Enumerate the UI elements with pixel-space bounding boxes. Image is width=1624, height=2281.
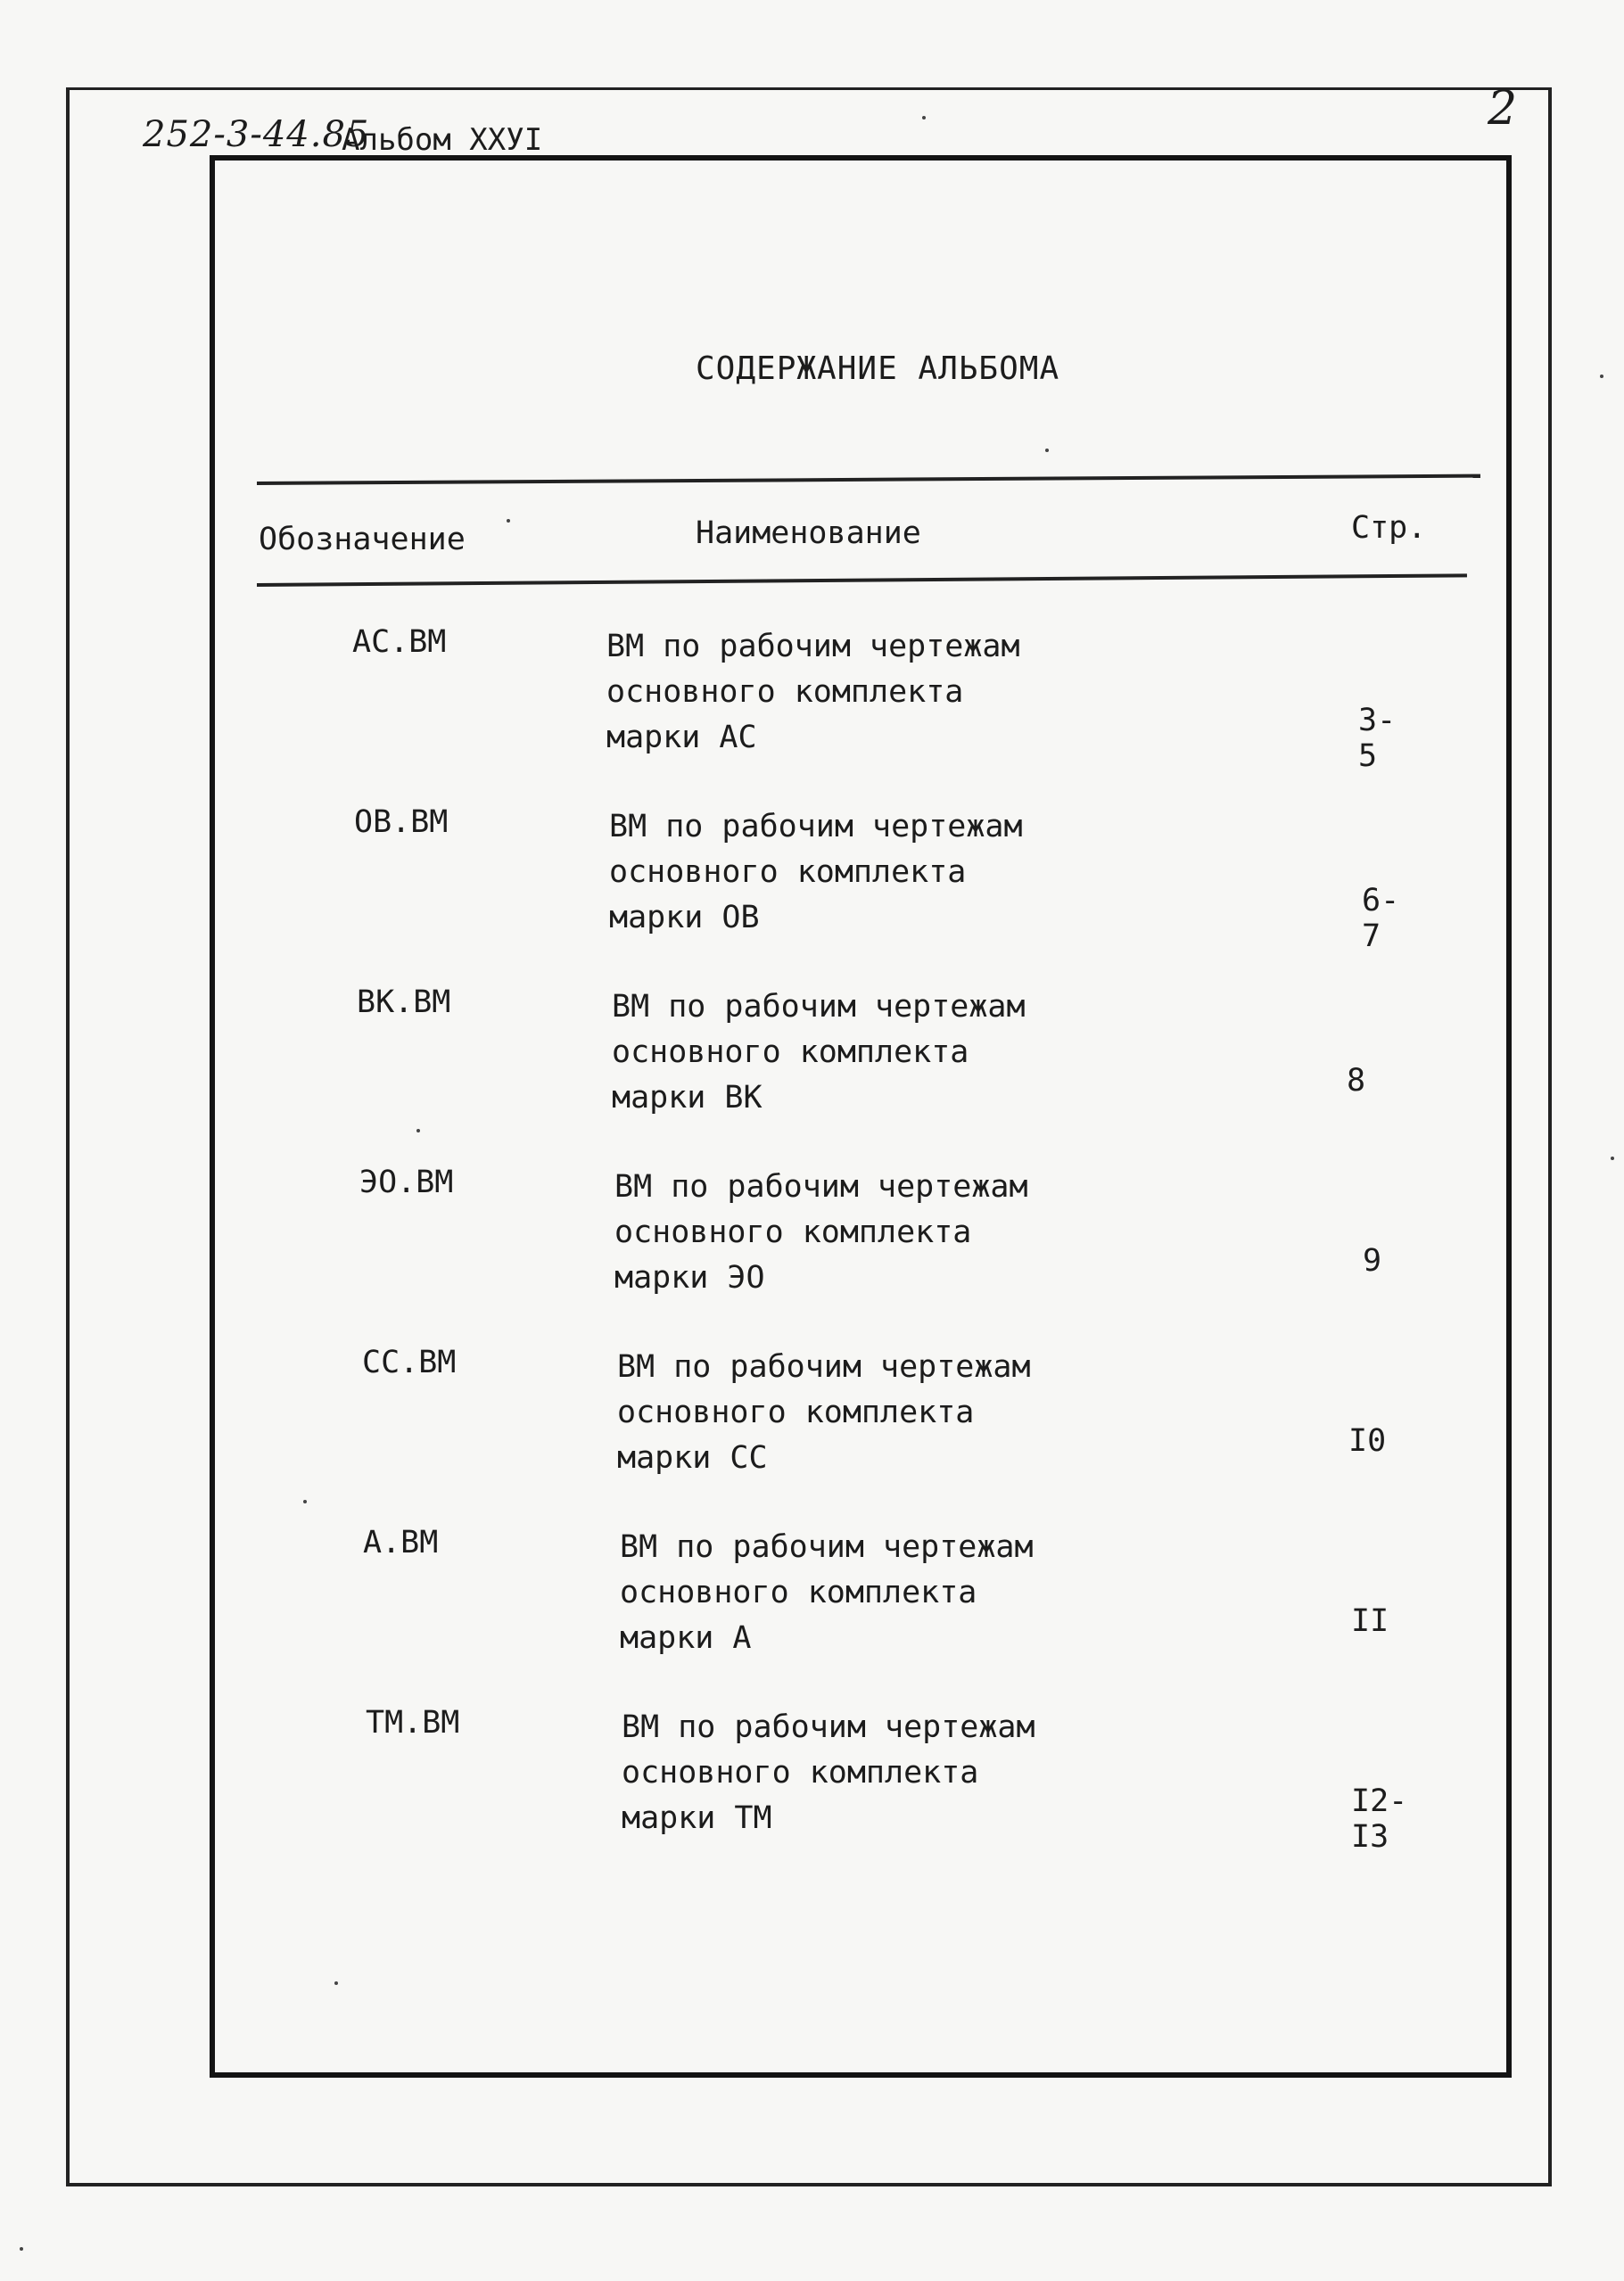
table-row [0, 984, 1366, 1136]
row-description [612, 984, 1026, 1121]
row-description-line: марки ОВ [609, 900, 760, 935]
row-code: ОВ.ВМ [354, 804, 449, 840]
row-description-line: марки А [620, 1620, 752, 1656]
row-page: 3-5 [1358, 703, 1397, 774]
scan-speck [20, 2247, 23, 2251]
row-description-line: основного комплекта [617, 1395, 975, 1430]
document-code: 252-3-44.85 [143, 114, 370, 155]
row-page: II [1351, 1603, 1389, 1639]
row-description [617, 1345, 1031, 1481]
row-code: АС.ВМ [352, 624, 447, 660]
row-description-line: ВМ по рабочим чертежам [606, 629, 1020, 664]
row-description-line: основного комплекта [606, 674, 964, 710]
row-description-line: марки ВК [612, 1080, 763, 1116]
row-description-line: марки СС [617, 1440, 768, 1476]
row-description-line: ВМ по рабочим чертежам [622, 1709, 1035, 1745]
row-page: 6-7 [1362, 883, 1400, 954]
column-header-name: Наименование [696, 515, 921, 551]
row-page: I2-I3 [1351, 1783, 1408, 1855]
row-description-line: ВМ по рабочим чертежам [609, 809, 1023, 844]
table-row [0, 1705, 1408, 1857]
scan-speck [1611, 1157, 1614, 1160]
row-description-line: основного комплекта [609, 854, 967, 890]
scan-speck [1600, 375, 1603, 378]
scan-speck [334, 1981, 338, 1985]
row-description [622, 1705, 1035, 1841]
row-description [614, 1165, 1028, 1301]
row-description-line: ВМ по рабочим чертежам [612, 989, 1026, 1025]
scan-speck [922, 116, 926, 119]
row-description-line: ВМ по рабочим чертежам [620, 1529, 1034, 1565]
row-code: ЭО.ВМ [359, 1165, 454, 1200]
row-description [609, 804, 1023, 941]
row-code: А.ВМ [363, 1525, 439, 1560]
row-code: ВК.ВМ [357, 984, 451, 1020]
scan-speck [303, 1500, 307, 1503]
table-row [0, 1525, 1389, 1676]
row-description [620, 1525, 1034, 1661]
scan-speck [416, 1129, 420, 1132]
column-header-page: Стр. [1351, 510, 1427, 546]
row-description-line: основного комплекта [614, 1215, 972, 1250]
table-row [0, 1345, 1387, 1496]
row-description-line: марки ТМ [622, 1800, 772, 1836]
table-row [0, 804, 1400, 956]
row-page: 8 [1347, 1063, 1366, 1099]
contents-title: СОДЕРЖАНИЕ АЛЬБОМА [696, 350, 1060, 387]
table-row [0, 624, 1397, 776]
row-description-line: основного комплекта [612, 1034, 969, 1070]
scan-speck [507, 519, 510, 523]
row-description-line: основного комплекта [620, 1575, 977, 1610]
row-description-line: ВМ по рабочим чертежам [617, 1349, 1031, 1385]
row-description-line: ВМ по рабочим чертежам [614, 1169, 1028, 1205]
row-description-line: марки АС [606, 720, 757, 755]
row-page: 9 [1363, 1243, 1382, 1279]
table-row [0, 1165, 1382, 1316]
row-code: ТМ.ВМ [366, 1705, 460, 1741]
column-header-code: Обозначение [259, 522, 466, 557]
row-description-line: марки ЭО [614, 1260, 765, 1296]
page-number: 2 [1488, 82, 1518, 136]
row-description-line: основного комплекта [622, 1755, 979, 1791]
row-code: СС.ВМ [362, 1345, 457, 1380]
row-page: I0 [1348, 1423, 1387, 1459]
row-description [606, 624, 1020, 761]
scan-speck [1045, 449, 1049, 452]
album-label: Альбом XXУI [342, 122, 543, 158]
